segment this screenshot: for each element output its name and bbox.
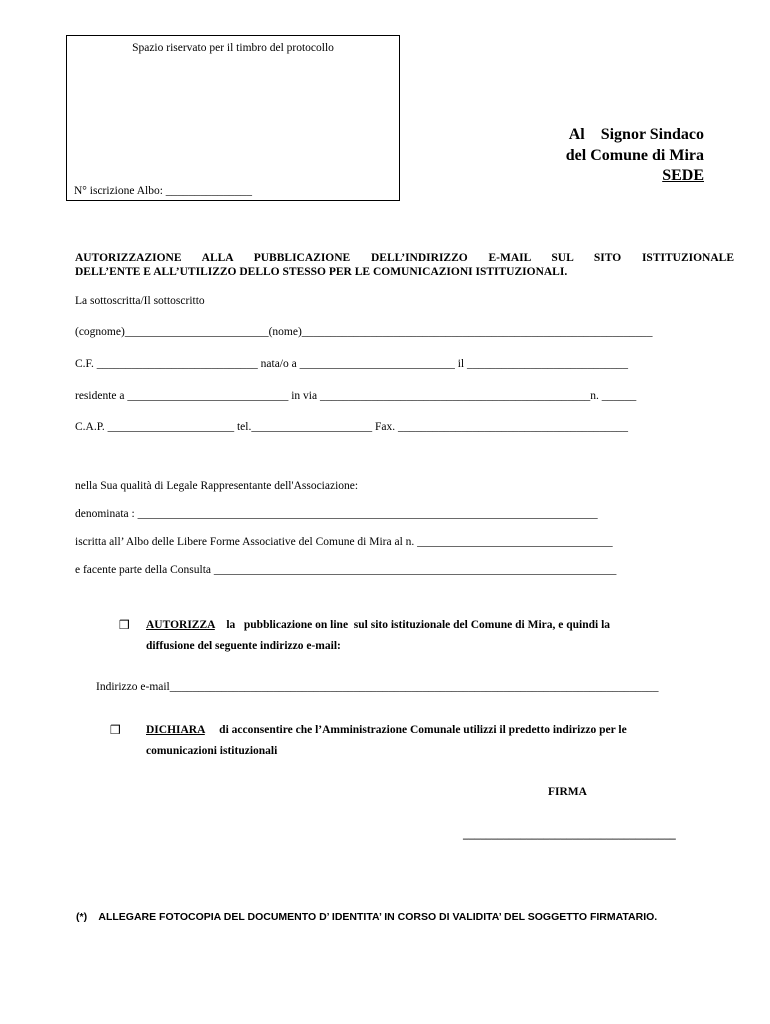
declare-text-line-2: comunicazioni istituzionali xyxy=(146,745,278,757)
fiscal-code-birth-field[interactable]: C.F. ____________________________ nata/o a ___________________________ il ____________________________ xyxy=(75,358,628,370)
declare-keyword: DICHIARA xyxy=(146,724,205,736)
authorize-text-line-1: la pubblicazione on line sul sito istituzionale del Comune di Mira, e quindi la xyxy=(226,619,611,631)
addressee-line-2: del Comune di Mira xyxy=(565,146,704,164)
authorize-checkbox-icon[interactable]: ❒ xyxy=(119,618,130,632)
signature-label: FIRMA xyxy=(548,786,587,798)
addressee-block xyxy=(566,125,704,187)
stamp-box-label: Spazio riservato per il timbro del protocollo xyxy=(132,42,334,54)
authorize-statement xyxy=(146,619,610,631)
addressee-line-1: Al Signor Sindaco xyxy=(568,126,704,143)
association-name-field[interactable]: denominata : ________________________________________________________________________________ xyxy=(75,508,598,520)
authorize-text-line-2: diffusione del seguente indirizzo e-mail: xyxy=(146,640,341,652)
document-heading xyxy=(75,251,734,279)
name-surname-field[interactable]: (cognome)_________________________(nome)_____________________________________________________________ xyxy=(75,326,653,338)
authorize-keyword: AUTORIZZA xyxy=(146,619,215,631)
addressee-line-3: SEDE xyxy=(662,167,704,184)
declare-checkbox-icon[interactable]: ❒ xyxy=(110,723,121,737)
heading-line-1: AUTORIZZAZIONE ALLA PUBBLICAZIONE DELL’INDIRIZZO E-MAIL SUL SITO ISTITUZIONALE xyxy=(75,252,734,264)
declare-text-line-1: di acconsentire che l’Amministrazione Comunale utilizzi il predetto indirizzo per le xyxy=(219,724,627,736)
applicant-intro: La sottoscritta/Il sottoscritto xyxy=(75,295,205,307)
albo-registration-field[interactable]: N° iscrizione Albo: _______________ xyxy=(74,185,253,197)
declare-statement xyxy=(146,724,627,736)
consulta-field[interactable]: e facente parte della Consulta ______________________________________________________________________ xyxy=(75,564,617,576)
legal-representative-line: nella Sua qualità di Legale Rappresentante dell'Associazione: xyxy=(75,480,359,492)
association-albo-field[interactable]: iscritta all’ Albo delle Libere Forme Associative del Comune di Mira al n. __________________________________ xyxy=(75,536,613,548)
residence-field[interactable]: residente a ____________________________ in via _______________________________________________n. ______ xyxy=(75,390,637,402)
signature-field[interactable]: _____________________________________ xyxy=(463,829,676,841)
contact-field[interactable]: C.A.P. ______________________ tel._____________________ Fax. ________________________________________ xyxy=(75,421,628,433)
email-address-field[interactable]: Indirizzo e-mail_____________________________________________________________________________________ xyxy=(96,681,659,693)
footer-note: (*) ALLEGARE FOTOCOPIA DEL DOCUMENTO D’ IDENTITA’ IN CORSO DI VALIDITA’ DEL SOGGETTO FIRMATARIO. xyxy=(76,911,658,923)
protocol-stamp-box xyxy=(66,35,400,201)
heading-line-2: DELL’ENTE E ALL’UTILIZZO DELLO STESSO PER LE COMUNICAZIONI ISTITUZIONALI. xyxy=(75,266,568,278)
